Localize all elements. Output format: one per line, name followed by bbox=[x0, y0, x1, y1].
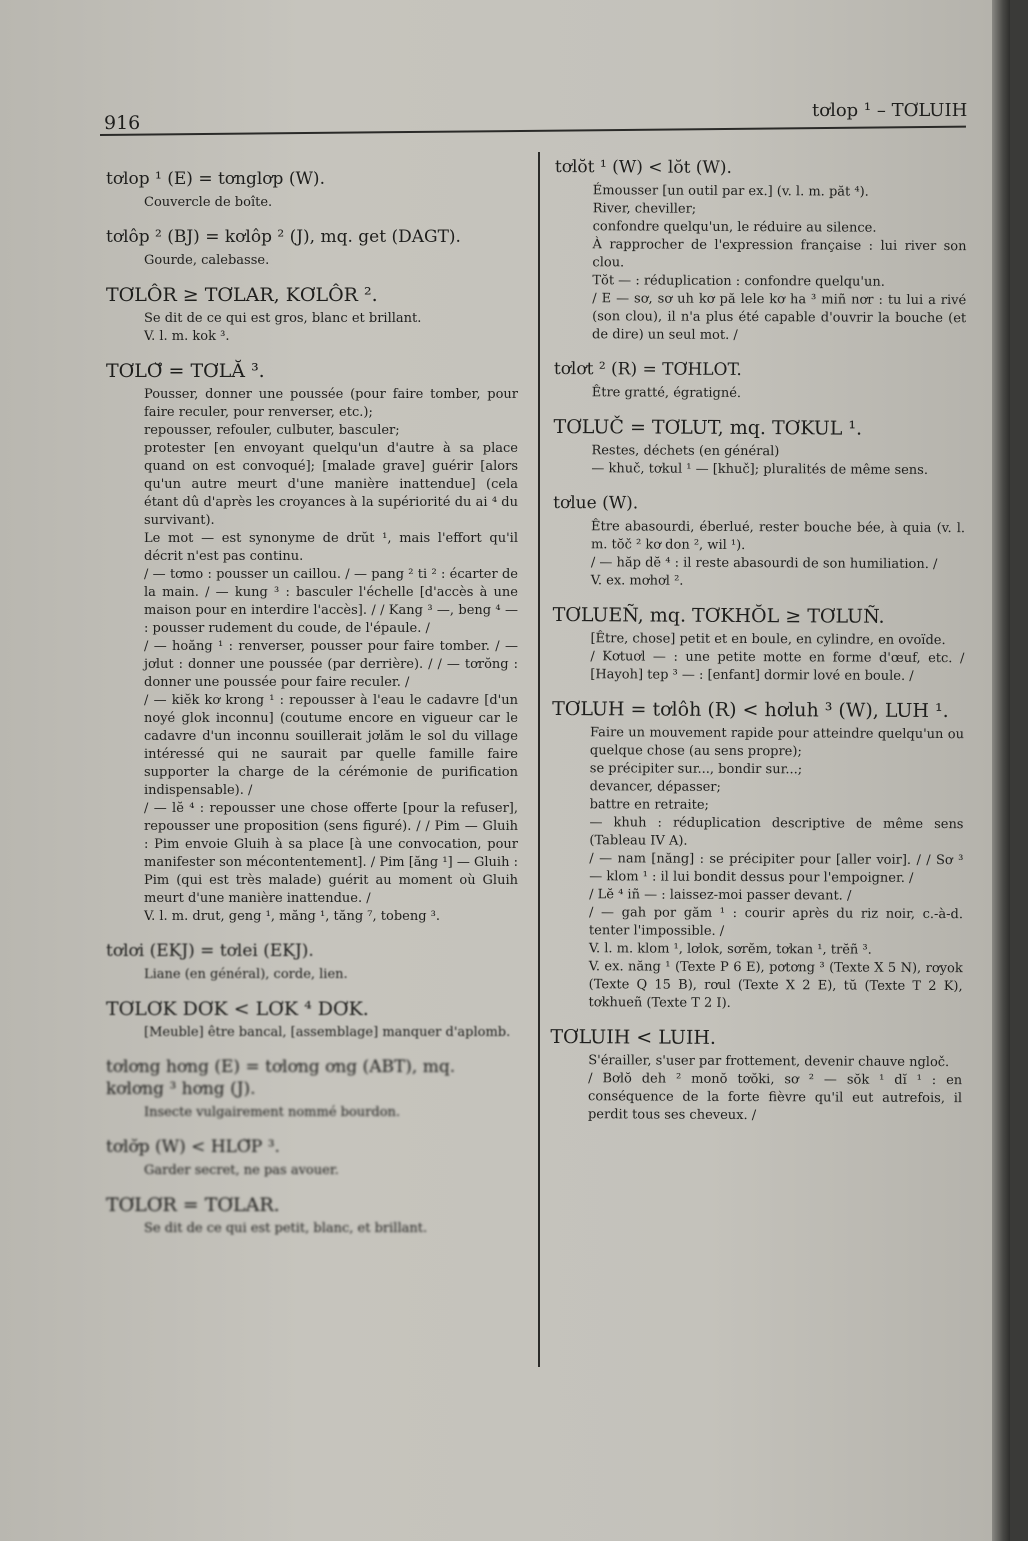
entry-definition bbox=[106, 252, 518, 270]
entry-definition bbox=[553, 518, 965, 592]
definition-line: V. ex. mơhơl ². bbox=[590, 573, 684, 589]
header-rule bbox=[100, 126, 966, 136]
definition-line: protester [en envoyant quelqu'un d'autre à sa place quand on est convoqué]; [malade grave] guérir [alors qu'un autre meurt d'une manière inattendue] (cela étant dû d'après les croyances à la supériorité du ai ⁴ du survivant). bbox=[144, 441, 518, 528]
dictionary-entry bbox=[106, 1056, 518, 1122]
definition-line: Garder secret, ne pas avouer. bbox=[144, 1163, 339, 1178]
entry-definition bbox=[106, 310, 518, 346]
definition-line: Liane (en général), corde, lien. bbox=[144, 967, 348, 982]
entry-headword: TƠLÔR ≥ TƠLAR, KƠLÔR ². bbox=[106, 284, 378, 306]
dictionary-entry bbox=[554, 156, 967, 346]
definition-line: / — hoăng ¹ : renverser, pousser pour faire tomber. / — jơlut : donner une poussée (par derrière). / / — tơrŏng : donner une poussée pour faire reculer. / bbox=[144, 639, 518, 690]
dictionary-entry bbox=[553, 416, 965, 480]
entry-definition bbox=[106, 966, 518, 984]
entry-headword: tơlơ̆p (W) < HLƠ̆P ³. bbox=[106, 1137, 280, 1157]
definition-line: / — nam [năng] : se précipiter pour [aller voir]. / / Sơ ³ — klom ¹ : il lui bondit dessus pour l'empoigner. / bbox=[589, 851, 964, 886]
definition-line: River, cheviller; bbox=[592, 201, 697, 217]
entry-headword: TƠLƠK DƠK < LƠK ⁴ DƠK. bbox=[106, 998, 369, 1020]
definition-line: S'érailler, s'user par frottement, devenir chauve ngloč. bbox=[588, 1053, 950, 1071]
entry-definition bbox=[106, 1220, 518, 1238]
dictionary-entry bbox=[106, 168, 518, 212]
dictionary-entry bbox=[106, 940, 518, 984]
definition-line: V. l. m. klom ¹, lơlok, sơrĕm, tơkan ¹, trĕñ ³. bbox=[588, 941, 872, 958]
dictionary-entry bbox=[106, 1136, 518, 1180]
entry-definition bbox=[554, 182, 967, 346]
entry-definition bbox=[554, 384, 966, 404]
entry-headword: tơlơt ² (R) = TƠHLOT. bbox=[553, 358, 742, 380]
dictionary-entry bbox=[106, 360, 518, 926]
definition-line: devancer, dépasser; bbox=[589, 779, 721, 795]
entry-headword: tơlơng hơng (E) = tơlơng ơng (ABT), mq. kơlơng ³ hơng (J). bbox=[106, 1057, 456, 1099]
definition-line: V. l. m. kok ³. bbox=[144, 329, 230, 344]
definition-line: — khuh : réduplication descriptive de même sens (Tableau IV A). bbox=[589, 815, 964, 849]
definition-line: — khuč, tơkul ¹ — [khuč]; pluralités de même sens. bbox=[591, 461, 929, 478]
definition-line: Faire un mouvement rapide pour atteindre quelqu'un ou quelque chose (au sens propre); bbox=[589, 725, 965, 760]
entry-headword: tơlue (W). bbox=[553, 492, 639, 514]
right-column bbox=[550, 156, 967, 1140]
entry-definition bbox=[106, 1024, 518, 1042]
entry-definition bbox=[106, 1162, 518, 1180]
page-edge bbox=[992, 0, 1010, 1541]
definition-line: / — gah por găm ¹ : courir après du riz noir, c.-à-d. tenter l'impossible. / bbox=[588, 905, 964, 939]
dictionary-entry bbox=[106, 998, 518, 1042]
definition-line: Émousser [un outil par ex.] (v. l. m. păt ⁴). bbox=[592, 183, 869, 200]
left-column bbox=[106, 168, 518, 1252]
definition-line: Se dit de ce qui est petit, blanc, et brillant. bbox=[144, 1221, 428, 1236]
entry-headword: tơlơi (EKJ) = tơlei (EKJ). bbox=[106, 941, 314, 961]
dictionary-entry bbox=[106, 226, 518, 270]
entry-definition bbox=[550, 1052, 962, 1126]
entry-definition bbox=[553, 442, 965, 480]
definition-line: Tŏt — : réduplication : confondre quelqu'un. bbox=[592, 273, 885, 290]
dictionary-entry bbox=[553, 492, 966, 592]
entry-headword: tơlŏt ¹ (W) < lŏt (W). bbox=[554, 156, 733, 178]
definition-line: Pousser, donner une poussée (pour faire tomber, pour faire reculer, pour renverser, etc.); bbox=[144, 387, 518, 420]
entry-headword: TƠLUH = tơlôh (R) < hơluh ³ (W), LUH ¹. bbox=[552, 697, 949, 723]
dictionary-entry bbox=[106, 284, 518, 346]
entry-headword: TƠLUČ = TƠLUT, mq. TƠKUL ¹. bbox=[553, 415, 863, 440]
definition-line: / Bơlŏ deh ² monŏ tơŏki, sơ ² — sŏk ¹ dĭ ¹ : en conséquence de la forte fièvre qu'il eut autrefois, il perdit tous ses cheveux. / bbox=[587, 1071, 963, 1124]
dictionary-entry bbox=[552, 604, 964, 686]
definition-line: [Meuble] être bancal, [assemblage] manquer d'aplomb. bbox=[144, 1025, 511, 1040]
entry-headword: TƠLUIH < LUIH. bbox=[550, 1025, 717, 1049]
running-head: tơlop ¹ – TƠLUIH bbox=[812, 100, 968, 121]
entry-definition bbox=[106, 194, 518, 212]
definition-line: V. l. m. drut, geng ¹, măng ¹, tăng ⁷, tobeng ³. bbox=[144, 909, 441, 924]
definition-line: [Être, chose] petit et en boule, en cylindre, en ovoïde. bbox=[590, 631, 946, 649]
definition-line: À rapprocher de l'expression française : lui river son clou. bbox=[592, 237, 967, 271]
definition-line: / — hăp dĕ ⁴ : il reste abasourdi de son humiliation. / bbox=[590, 555, 938, 573]
definition-line: V. ex. năng ¹ (Texte P 6 E), pơtơng ³ (Texte X 5 N), rơyok (Texte Q 15 B), rơul (Texte X 2 E), tŭ (Texte T 2 K), tơkhueñ (Texte T 2 I). bbox=[588, 959, 963, 1011]
definition-line: battre en retraite; bbox=[589, 797, 709, 813]
dictionary-entry bbox=[106, 1194, 518, 1238]
definition-line: / Lĕ ⁴ iñ — : laissez-moi passer devant. / bbox=[589, 887, 852, 904]
definition-line: Insecte vulgairement nommé bourdon. bbox=[144, 1105, 401, 1120]
entry-definition bbox=[106, 1104, 518, 1122]
entry-definition bbox=[552, 630, 964, 686]
definition-line: Être gratté, égratigné. bbox=[591, 385, 742, 401]
definition-line: / — tơmo : pousser un caillou. / — pang ² ti ² : écarter de la main. / — kung ³ : basculer l'échelle [d'accès à une maison pour en interdire l'accès]. / / Kang ³ —, beng ⁴ — : pousser rudement du coude, de l'épaule. / bbox=[144, 567, 518, 636]
dictionary-entry bbox=[551, 698, 965, 1014]
definition-line: Couvercle de boîte. bbox=[144, 195, 273, 210]
definition-line: se précipiter sur..., bondir sur...; bbox=[589, 761, 803, 778]
entry-definition bbox=[551, 724, 965, 1014]
definition-line: confondre quelqu'un, le réduire au silence. bbox=[592, 219, 877, 236]
definition-line: Restes, déchets (en général) bbox=[591, 443, 780, 460]
column-rule bbox=[538, 152, 540, 1367]
entry-headword: TƠLUEÑ, mq. TƠKHŎL ≥ TƠLUÑ. bbox=[552, 603, 885, 628]
definition-line: / E — sơ, sơ uh kơ pă lele kơ ha ³ miñ nơr : tu lui a rivé (son clou), il n'a plus été capable d'ouvrir la bouche (et de dire) un seul mot. / bbox=[592, 291, 967, 343]
dictionary-entry bbox=[550, 1026, 963, 1126]
definition-line: Gourde, calebasse. bbox=[144, 253, 270, 268]
definition-line: / — kiĕk kơ krong ¹ : repousser à l'eau le cadavre [d'un noyé glok inconnu] (coutume encore en vigueur car le cadavre d'un inconnu souillerait jơlăm le sol du village intéressé qui ne saurait par quelle famille faire supporter la charge de la cérémonie de purification indispensable). / bbox=[144, 693, 518, 798]
definition-line: Se dit de ce qui est gros, blanc et brillant. bbox=[144, 311, 422, 326]
definition-line: Le mot — est synonyme de drŭt ¹, mais l'effort qu'il décrit n'est pas continu. bbox=[144, 531, 518, 564]
page-number: 916 bbox=[104, 112, 141, 134]
definition-line: / Kơtuơl — : une petite motte en forme d'œuf, etc. / [Hayoh] tep ³ — : [enfant] dormir lové en boule. / bbox=[590, 649, 965, 684]
dictionary-entry bbox=[554, 358, 966, 404]
entry-headword: TƠLƠR = TƠLAR. bbox=[106, 1194, 280, 1216]
definition-line: repousser, refouler, culbuter, basculer; bbox=[144, 423, 400, 438]
entry-headword: TƠLƠ̆ = TƠLĂ ³. bbox=[106, 360, 265, 382]
entry-headword: tơlop ¹ (E) = tơnglơp (W). bbox=[106, 169, 325, 189]
entry-definition bbox=[106, 386, 518, 926]
definition-line: / — lĕ ⁴ : repousser une chose offerte [pour la refuser], repousser une proposition (sens figuré). / / Pim — Gluih : Pim envoie Gluih à sa place [à une convocation, pour manifester son mécontentement]. / Pim [ăng ¹] — Gluih : Pim (qui est très malade) guérit au moment où Gluih meurt d'une manière inattendue. / bbox=[144, 801, 518, 906]
definition-line: Être abasourdi, éberlué, rester bouche bée, à quia (v. l. m. tŏč ² kơ don ², wil ¹). bbox=[590, 519, 966, 554]
entry-headword: tơlôp ² (BJ) = kơlôp ² (J), mq. get (DAGT). bbox=[106, 227, 461, 247]
